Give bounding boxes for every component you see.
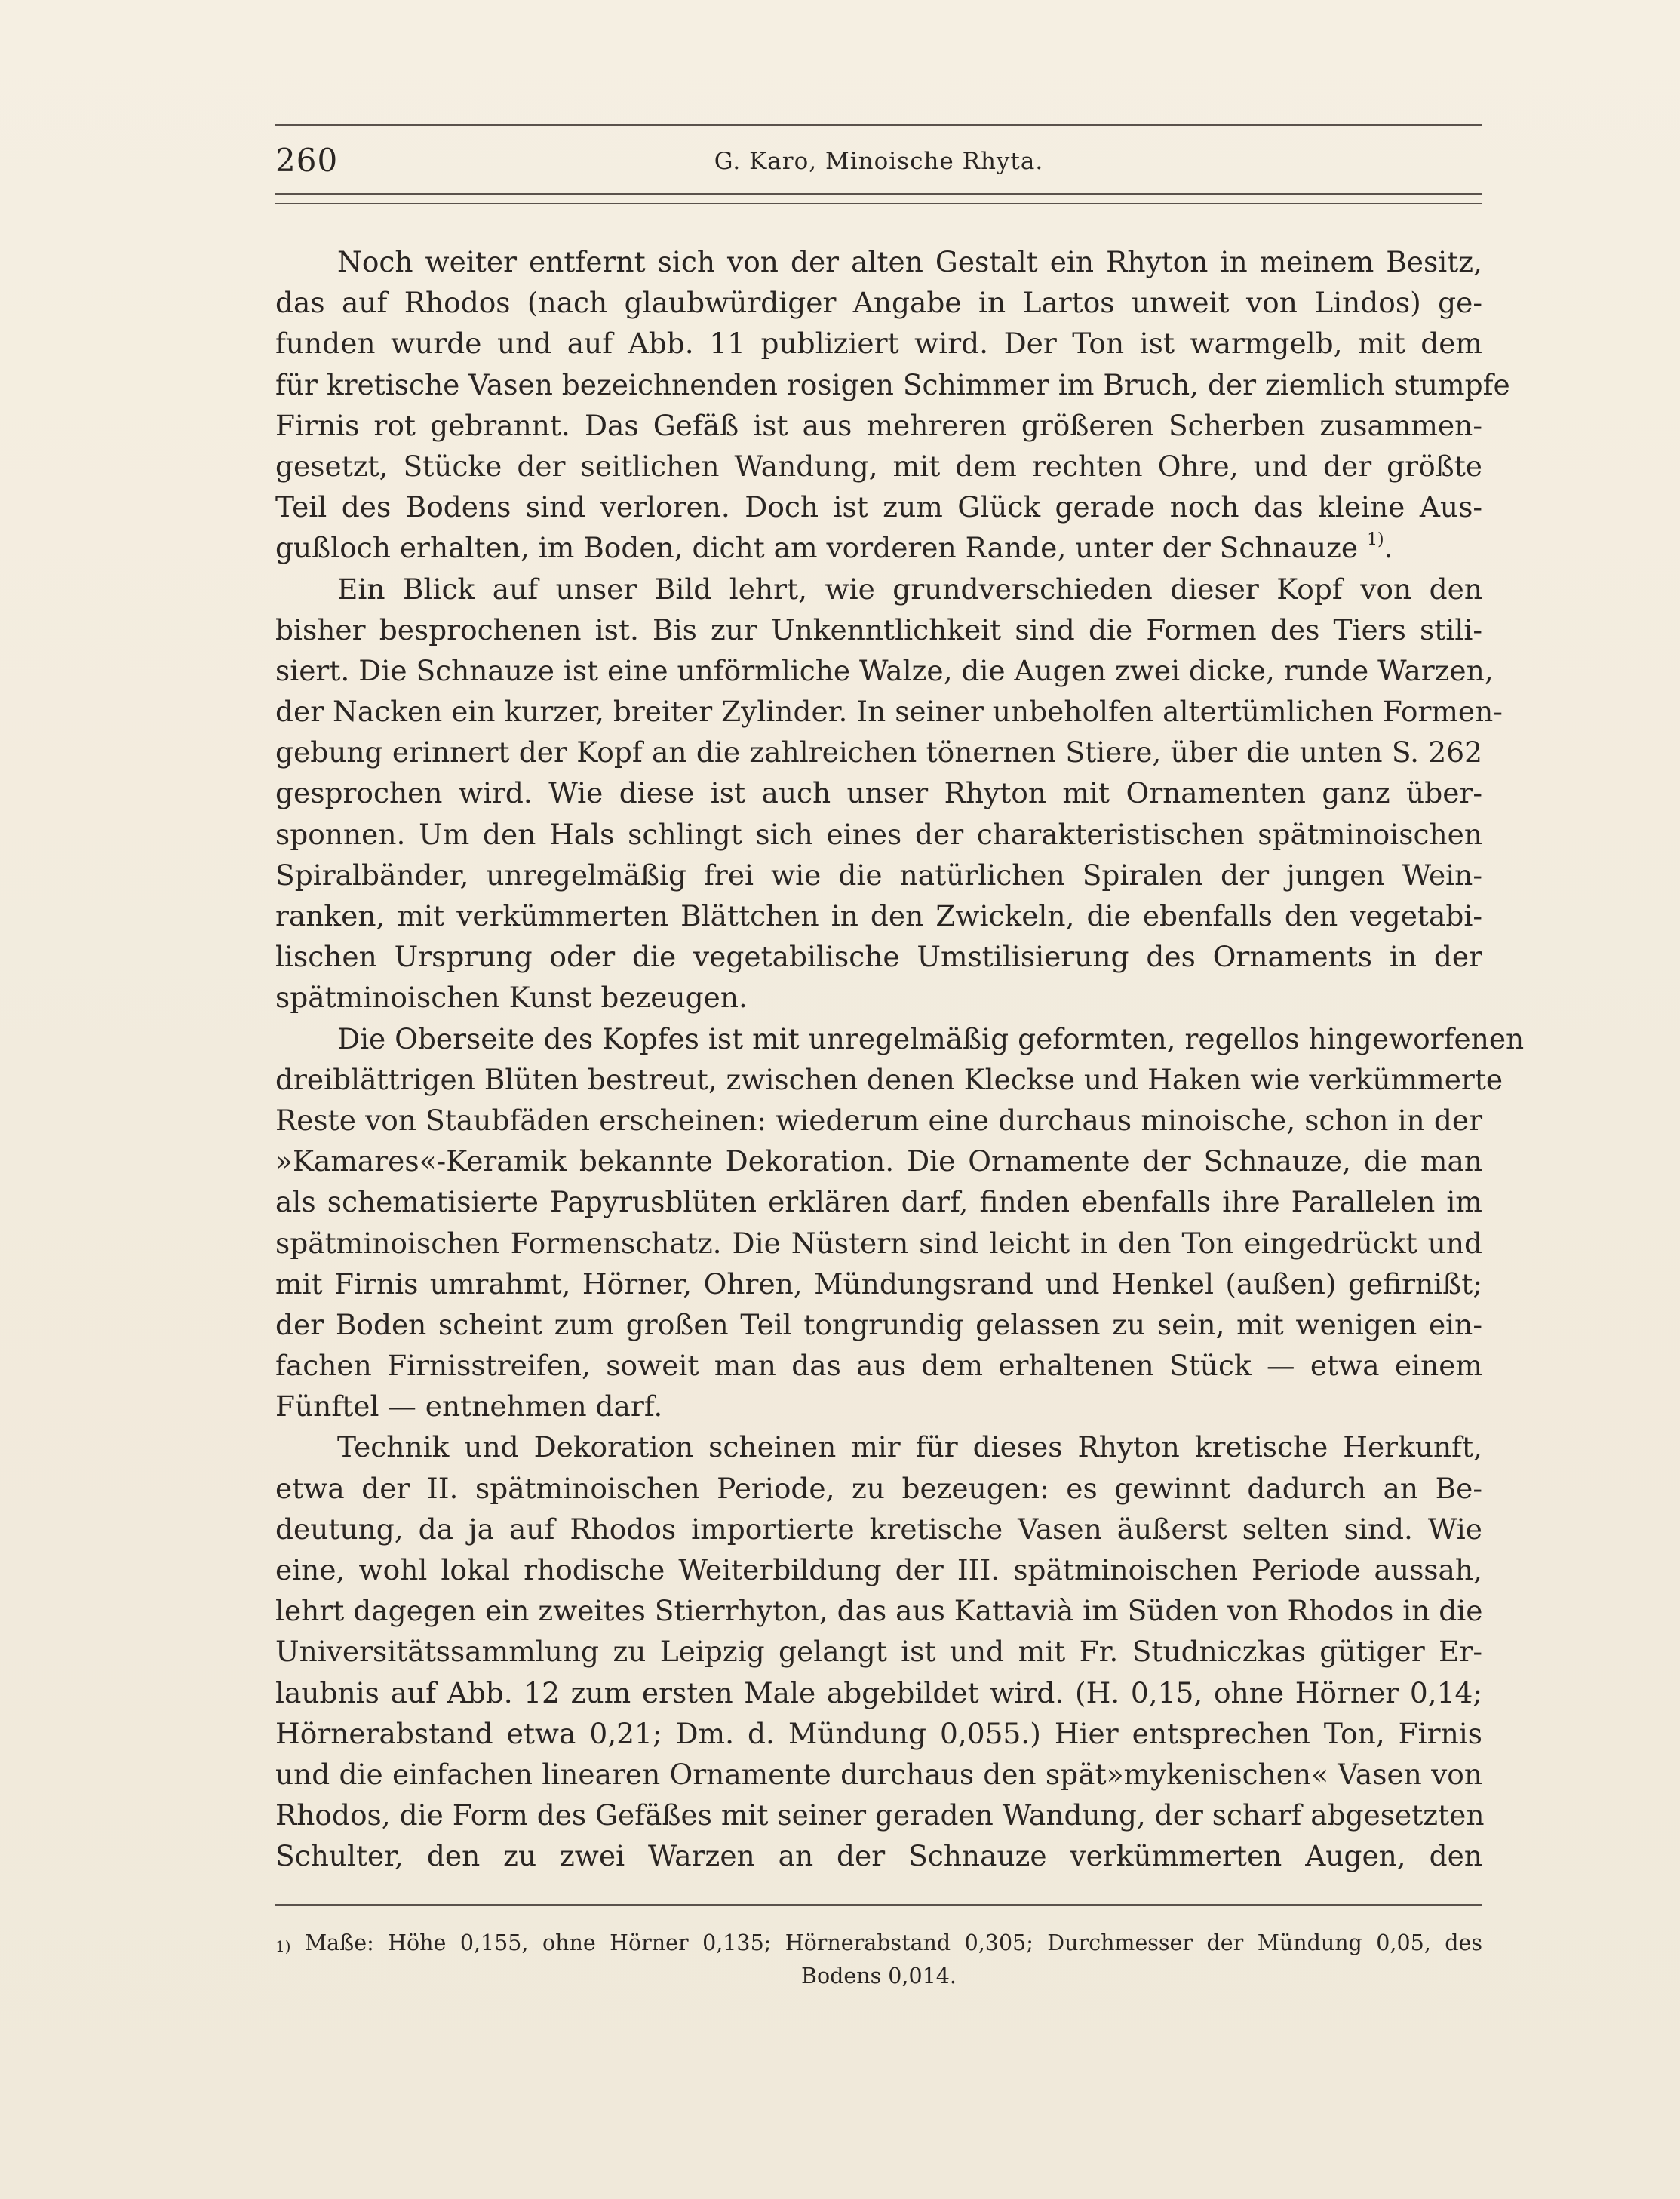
- text-line: [275, 1672, 1482, 1713]
- text-line: [275, 772, 1482, 813]
- text-line-content: Noch weiter entfernt sich von der alten Gestalt ein Rhyton in meinem Besitz,: [337, 245, 1482, 278]
- text-line-content: spätminoischen Kunst bezeugen.: [275, 981, 748, 1015]
- text-line-content: bisher besprochenen ist. Bis zur Unkenntlichkeit sind die Formen des Tiers stili-: [275, 613, 1482, 646]
- text-line-content: etwa der II. spätminoischen Periode, zu bezeugen: es gewinnt dadurch an Be-: [275, 1471, 1482, 1505]
- text-line: [275, 1018, 1525, 1059]
- text-line: [275, 1631, 1482, 1672]
- text-line-content: und die einfachen linearen Ornamente durchaus den spät»mykenischen« Vasen von: [275, 1757, 1482, 1791]
- text-line-content: Hörnerabstand etwa 0,21; Dm. d. Mündung 0,055.) Hier entsprechen Ton, Firnis: [275, 1716, 1482, 1750]
- text-line: [275, 1427, 1482, 1467]
- text-line: gußloch erhalten, im Boden, dicht am vorderen Rande, unter der Schnauze $^{1)}$.: [275, 530, 1393, 565]
- page-number: 260: [275, 142, 339, 179]
- text-line-content: lischen Ursprung oder die vegetabilische Umstilisierung des Ornaments in der: [275, 940, 1482, 974]
- text-line: [275, 487, 1482, 527]
- footnote-line-1: [275, 1927, 1482, 1960]
- header-double-rule-upper: [275, 193, 1482, 195]
- text-line: [275, 895, 1482, 936]
- text-line-content: mit Firnis umrahmt, Hörner, Ohren, Mündungsrand und Henkel (außen) gefirnißt;: [275, 1267, 1482, 1301]
- text-line: [275, 1264, 1482, 1304]
- text-line-content: Schulter, den zu zwei Warzen an der Schnauze verkümmerten Augen, den: [275, 1839, 1482, 1873]
- text-line: [275, 1590, 1482, 1631]
- text-line-content: lehrt dagegen ein zweites Stierrhyton, das aus Kattavià im Süden von Rhodos in die: [275, 1594, 1483, 1628]
- text-line-content: sponnen. Um den Hals schlingt sich eines der charakteristischen spätminoischen: [275, 817, 1482, 851]
- text-line: [275, 1795, 1485, 1835]
- text-line-content: ranken, mit verkümmerten Blättchen in den Zwickeln, die ebenfalls den vegetabi-: [275, 899, 1482, 932]
- text-line: [275, 936, 1482, 977]
- text-line-content: Teil des Bodens sind verloren. Doch ist zum Glück gerade noch das kleine Aus-: [275, 490, 1482, 524]
- text-line-content: der Boden scheint zum großen Teil tongrundig gelassen zu sein, mit wenigen ein-: [275, 1307, 1482, 1341]
- text-line-content: Reste von Staubfäden erscheinen: wiederum eine durchaus minoische, schon in der: [275, 1103, 1482, 1137]
- text-line-content: »Kamares«-Keramik bekannte Dekoration. Die Ornamente der Schnauze, die man: [275, 1144, 1482, 1178]
- text-line: [275, 1141, 1482, 1181]
- text-line: [275, 446, 1482, 487]
- text-line: [275, 1386, 1482, 1427]
- text-line: [275, 1468, 1482, 1509]
- footnote-marker: 1): [275, 1937, 291, 1955]
- text-line-content: gesetzt, Stücke der seitlichen Wandung, mit dem rechten Ohre, und der größte: [275, 449, 1482, 483]
- text-line-content: Die Oberseite des Kopfes ist mit unregelmäßig geformten, regellos hingeworfenen: [337, 1021, 1525, 1055]
- text-line: [275, 1304, 1482, 1345]
- text-line: [275, 323, 1482, 364]
- footnote-text-1: Maße: Höhe 0,155, ohne Hörner 0,135; Hörnerabstand 0,305; Durchmesser der Mündung 0,05, des: [305, 1930, 1482, 1955]
- text-line: [275, 1223, 1482, 1264]
- text-line: [275, 241, 1482, 282]
- text-line: [275, 569, 1482, 610]
- text-line-content: eine, wohl lokal rhodische Weiterbildung der III. spätminoischen Periode aussah,: [275, 1553, 1482, 1586]
- text-line-content: gesprochen wird. Wie diese ist auch unser Rhyton mit Ornamenten ganz über-: [275, 776, 1482, 810]
- text-line-content: Ein Blick auf unser Bild lehrt, wie grundverschieden dieser Kopf von den: [337, 572, 1482, 606]
- text-line-content: das auf Rhodos (nach glaubwürdiger Angabe in Lartos unweit von Lindos) ge-: [275, 286, 1482, 320]
- text-line: [275, 1345, 1482, 1386]
- text-line: [275, 814, 1482, 855]
- text-line-content: Rhodos, die Form des Gefäßes mit seiner geraden Wandung, der scharf abgesetzten: [275, 1798, 1485, 1832]
- text-line: [275, 1713, 1482, 1754]
- footnote-reference: 1): [1367, 530, 1384, 550]
- text-line-content: Fünftel — entnehmen darf.: [275, 1390, 663, 1424]
- text-line: [275, 691, 1503, 732]
- header-double-rule-lower: [275, 203, 1482, 204]
- text-line-content: spätminoischen Formenschatz. Die Nüstern sind leicht in den Ton eingedrückt und: [275, 1226, 1482, 1260]
- text-line-content: deutung, da ja auf Rhodos importierte kretische Vasen äußerst selten sind. Wie: [275, 1512, 1482, 1546]
- text-line-content: dreiblättrigen Blüten bestreut, zwischen denen Kleckse und Haken wie verkümmerte: [275, 1062, 1503, 1096]
- text-line: [275, 1754, 1482, 1795]
- footnote-line-2: Bodens 0,014.: [801, 1964, 957, 1989]
- text-line: [275, 1100, 1482, 1141]
- page-header: [275, 136, 1482, 181]
- text-line-content: fachen Firnisstreifen, soweit man das aus dem erhaltenen Stück — etwa einem: [275, 1349, 1482, 1383]
- text-line-content: der Nacken ein kurzer, breiter Zylinder. In seiner unbeholfen altertümlichen Formen-: [275, 695, 1503, 729]
- running-head: G. Karo, Minoische Rhyta.: [714, 148, 1044, 175]
- text-line: [275, 1549, 1482, 1590]
- text-line-content: gußloch erhalten, im Boden, dicht am vorderen Rande, unter der Schnauze: [275, 531, 1359, 565]
- text-line-content: für kretische Vasen bezeichnenden rosigen Schimmer im Bruch, der ziemlich stumpfe: [275, 367, 1510, 401]
- text-line: [275, 977, 1482, 1018]
- text-line: [275, 1181, 1482, 1222]
- body-text: [275, 241, 1525, 1877]
- header-top-rule: [275, 124, 1482, 126]
- text-line-content: Technik und Dekoration scheinen mir für dieses Rhyton kretische Herkunft,: [337, 1430, 1482, 1464]
- footnote: [275, 1927, 1482, 1993]
- text-line-content: siert. Die Schnauze ist eine unförmliche Walze, die Augen zwei dicke, runde Warzen,: [275, 653, 1494, 687]
- text-line: [275, 650, 1494, 691]
- text-line: [275, 364, 1510, 405]
- text-line-content: Firnis rot gebrannt. Das Gefäß ist aus mehreren größeren Scherben zusammen-: [275, 408, 1482, 442]
- text-line-content: laubnis auf Abb. 12 zum ersten Male abgebildet wird. (H. 0,15, ohne Hörner 0,14;: [275, 1675, 1482, 1709]
- text-line-content: als schematisierte Papyrusblüten erklären darf, finden ebenfalls ihre Parallelen im: [275, 1185, 1482, 1219]
- text-line-content: Universitätssammlung zu Leipzig gelangt ist und mit Fr. Studniczkas gütiger Er-: [275, 1635, 1482, 1669]
- text-line: [275, 282, 1482, 323]
- text-line: [275, 1509, 1482, 1549]
- text-line: [275, 1059, 1503, 1100]
- text-line-content: funden wurde und auf Abb. 11 publiziert wird. Der Ton ist warmgelb, mit dem: [275, 327, 1482, 361]
- footnote-rule: [275, 1904, 1482, 1906]
- text-line-content: Spiralbänder, unregelmäßig frei wie die natürlichen Spiralen der jungen Wein-: [275, 858, 1482, 892]
- text-line: [275, 1835, 1482, 1876]
- text-line-content: gebung erinnert der Kopf an die zahlreichen tönernen Stiere, über die unten S. 262: [275, 736, 1482, 769]
- text-line: [275, 732, 1482, 772]
- text-line: [275, 855, 1482, 895]
- text-line: [275, 405, 1482, 446]
- text-line: [275, 610, 1482, 650]
